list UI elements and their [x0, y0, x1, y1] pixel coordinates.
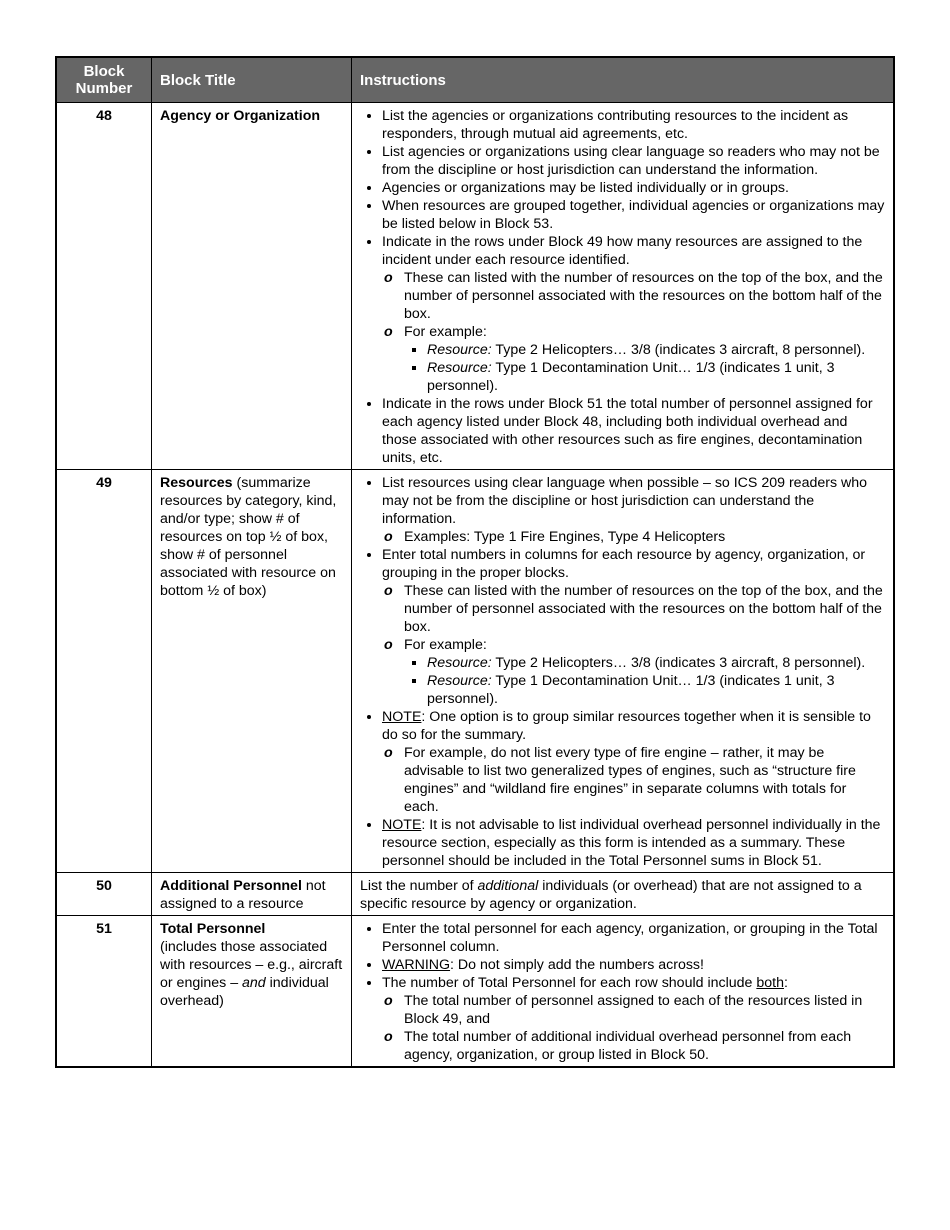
header-block-number: Block Number: [56, 57, 152, 103]
block-number: 50: [56, 873, 152, 916]
block-title: Agency or Organization: [152, 103, 352, 470]
list-item: • Enter the total personnel for each agency, organization, or grouping in the Total Personnel column.: [382, 920, 885, 956]
block-instructions: [352, 103, 895, 470]
warning-label: WARNING: [382, 957, 451, 973]
header-block-title: Block Title: [152, 57, 352, 103]
list-item: • Indicate in the rows under Block 49 how many resources are assigned to the incident under each resource identified. o These can listed with the number of resources on the top of the box, and the number of personnel associated with the resources on the bottom half of the box. o For example: ▪ Resource: Type 2 Helicopters… 3/8 (indicates 3 aircraft, 8 personnel). ▪ Resource: Type 1 Decontamination Unit… 1/3 (indicates 1 unit, 3 personnel).: [382, 233, 885, 395]
example-item: ▪ Resource: Type 2 Helicopters… 3/8 (indicates 3 aircraft, 8 personnel).: [427, 654, 885, 672]
block-number: 51: [56, 916, 152, 1068]
list-item: • List the agencies or organizations contributing resources to the incident as responders, through mutual aid agreements, etc.: [382, 107, 885, 143]
list-item: • Indicate in the rows under Block 51 the total number of personnel assigned for each agency listed under Block 48, including both individual overhead and those associated with other resources such as fire engines, decontamination units, etc.: [382, 395, 885, 467]
sub-list-item: o For example: ▪ Resource: Type 2 Helicopters… 3/8 (indicates 3 aircraft, 8 personnel). ▪ Resource: Type 1 Decontamination Unit… 1/3 (indicates 1 unit, 3 personnel).: [404, 323, 885, 395]
header-row: [56, 57, 894, 103]
block-title: Total Personnel (includes those associated with resources – e.g., aircraft or engines – and individual overhead): [152, 916, 352, 1068]
list-item: • The number of Total Personnel for each row should include both: o The total number of personnel assigned to each of the resources listed in Block 49, and o The total number of additional individual overhead personnel from each agency, organization, or group listed in Block 50.: [382, 974, 885, 1064]
list-item: • WARNING: Do not simply add the numbers across!: [382, 956, 885, 974]
instructions-table: [55, 56, 895, 1068]
block-number: 49: [56, 470, 152, 873]
sub-list-item: o The total number of personnel assigned to each of the resources listed in Block 49, and: [404, 992, 885, 1028]
block-instructions: [352, 916, 895, 1068]
list-item: • Agencies or organizations may be listed individually or in groups.: [382, 179, 885, 197]
note-label: NOTE: [382, 817, 422, 833]
list-item: • When resources are grouped together, individual agencies or organizations may be listed below in Block 53.: [382, 197, 885, 233]
sub-list-item: o For example, do not list every type of fire engine – rather, it may be advisable to list two generalized types of engines, such as “structure fire engines” and “wildland fire engines” in separate columns with totals for each.: [404, 744, 885, 816]
sub-list-item: o For example: ▪ Resource: Type 2 Helicopters… 3/8 (indicates 3 aircraft, 8 personnel). ▪ Resource: Type 1 Decontamination Unit… 1/3 (indicates 1 unit, 3 personnel).: [404, 636, 885, 708]
sub-list-item: o These can listed with the number of resources on the top of the box, and the number of personnel associated with the resources on the bottom half of the box.: [404, 582, 885, 636]
example-item: ▪ Resource: Type 1 Decontamination Unit… 1/3 (indicates 1 unit, 3 personnel).: [427, 359, 885, 395]
list-item: • List resources using clear language when possible – so ICS 209 readers who may not be from the discipline or host jurisdiction can understand the information. o Examples: Type 1 Fire Engines, Type 4 Helicopters: [382, 474, 885, 546]
header-instructions: Instructions: [352, 57, 895, 103]
list-item: • NOTE: It is not advisable to list individual overhead personnel individually in the resource section, especially as this form is intended as a summary. These personnel should be included in the Total Personnel sums in Block 51.: [382, 816, 885, 870]
table-row: [56, 873, 894, 916]
example-item: ▪ Resource: Type 1 Decontamination Unit… 1/3 (indicates 1 unit, 3 personnel).: [427, 672, 885, 708]
example-item: ▪ Resource: Type 2 Helicopters… 3/8 (indicates 3 aircraft, 8 personnel).: [427, 341, 885, 359]
block-instructions: [352, 470, 895, 873]
note-label: NOTE: [382, 709, 422, 725]
block-instructions: List the number of additional individuals (or overhead) that are not assigned to a specific resource by agency or organization.: [352, 873, 895, 916]
sub-list-item: o Examples: Type 1 Fire Engines, Type 4 Helicopters: [404, 528, 885, 546]
sub-list-item: o The total number of additional individual overhead personnel from each agency, organization, or group listed in Block 50.: [404, 1028, 885, 1064]
table-row: [56, 916, 894, 1068]
block-number: 48: [56, 103, 152, 470]
list-item: • NOTE: One option is to group similar resources together when it is sensible to do so for the summary. o For example, do not list every type of fire engine – rather, it may be advisable to list two generalized types of engines, such as “structure fire engines” and “wildland fire engines” in separate columns with totals for each.: [382, 708, 885, 816]
sub-list-item: o These can listed with the number of resources on the top of the box, and the number of personnel associated with the resources on the bottom half of the box.: [404, 269, 885, 323]
block-title: Resources (summarize resources by category, kind, and/or type; show # of resources on top ½ of box, show # of personnel associated with resource on bottom ½ of box): [152, 470, 352, 873]
block-title: Additional Personnel not assigned to a resource: [152, 873, 352, 916]
table-row: [56, 470, 894, 873]
list-item: • Enter total numbers in columns for each resource by agency, organization, or grouping in the proper blocks. o These can listed with the number of resources on the top of the box, and the number of personnel associated with the resources on the bottom half of the box. o For example: ▪ Resource: Type 2 Helicopters… 3/8 (indicates 3 aircraft, 8 personnel). ▪ Resource: Type 1 Decontamination Unit… 1/3 (indicates 1 unit, 3 personnel).: [382, 546, 885, 708]
list-item: • List agencies or organizations using clear language so readers who may not be from the discipline or host jurisdiction can understand the information.: [382, 143, 885, 179]
table-row: [56, 103, 894, 470]
